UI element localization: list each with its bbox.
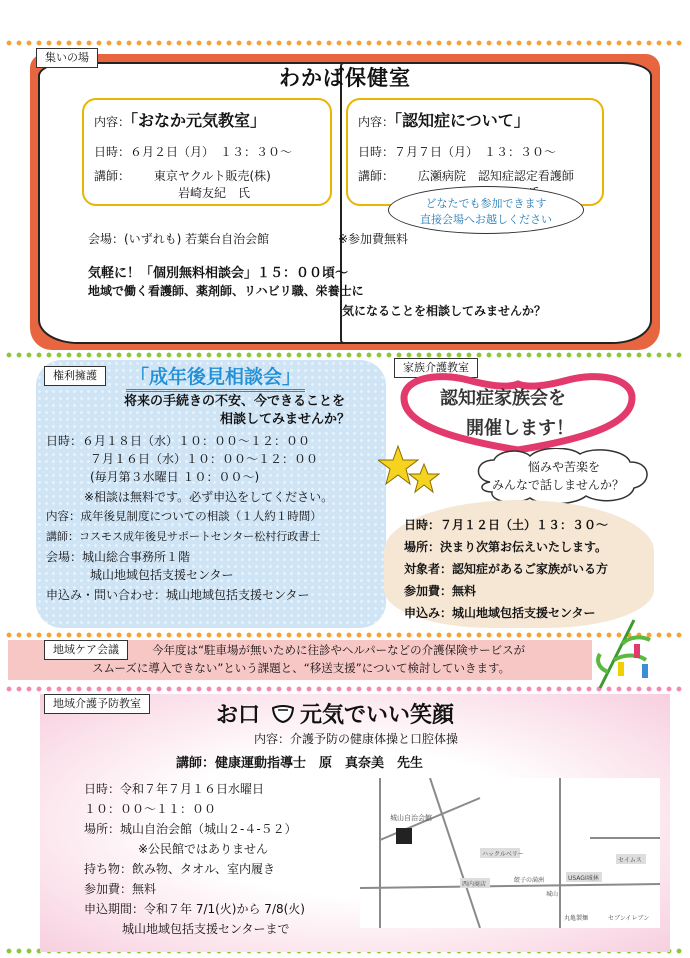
map-label-7: 丸亀製麺 bbox=[564, 915, 589, 922]
tanabata-bamboo-icon bbox=[594, 614, 656, 690]
map-hall-marker bbox=[396, 828, 412, 844]
consult-line-3: 気になることを相談してみませんか？ bbox=[342, 304, 547, 318]
kazoku-bubble-1: 悩みや苦楽を bbox=[528, 460, 601, 474]
topic-title: 「おなか元気教室」 bbox=[130, 111, 267, 130]
section-label-care: 地域ケア会議 bbox=[44, 640, 128, 660]
yobou-title-okuchi: お口 bbox=[216, 703, 261, 728]
kenri-yogo-panel bbox=[36, 360, 386, 628]
yobou-date-2: １０：００～１１：００ bbox=[84, 802, 217, 816]
yobou-content: 内容：介護予防の健康体操と口腔体操 bbox=[254, 732, 459, 746]
topic-label: 内容： bbox=[358, 115, 395, 129]
lecturer-name: 岩崎友紀 氏 bbox=[178, 186, 251, 200]
map-label-8: セブンイレブン bbox=[608, 915, 650, 922]
kazoku-title-2: 開催します！ bbox=[466, 418, 574, 439]
consult-line-2: 地域で働く看護師、薬剤師、リハビリ職、栄養士に bbox=[88, 284, 364, 298]
kenri-apply: 申込み・問い合わせ：城山地域包括支援センター bbox=[46, 588, 310, 602]
lecturer-org: 東京ヤクルト販売(株) bbox=[153, 169, 271, 183]
section-label-yobou: 地域介護予防教室 bbox=[44, 694, 150, 714]
yobou-items: 持ち物：飲み物、タオル、室内履き bbox=[84, 862, 276, 876]
dotted-divider-2 bbox=[4, 352, 686, 358]
kenri-venue-2: 城山地域包括支援センター bbox=[90, 568, 234, 582]
dotted-divider-4 bbox=[4, 686, 686, 692]
venue-text: 会場：(いずれも) 若葉台自治会館 bbox=[88, 232, 270, 246]
yobou-place-1: 場所：城山自治会館（城山２-４-５２） bbox=[84, 822, 297, 836]
care-line-1: 今年度は“駐車場が無いために往診やヘルパーなどの介護保険サービスが bbox=[152, 643, 526, 657]
kazoku-fee: 参加費：無料 bbox=[404, 584, 477, 598]
kenri-content: 内容：成年後見制度についての相談（１人約１時間） bbox=[46, 509, 322, 523]
yobou-title-rest: 元気でいい笑顔 bbox=[300, 703, 455, 728]
event-date: 日時：７月７日（月） １３：３０～ bbox=[358, 145, 557, 159]
dotted-divider-3 bbox=[4, 632, 686, 638]
yobou-period: 申込期間：令和７年 7/1(火)から 7/8(火) bbox=[84, 902, 305, 916]
map-label-3: 餃子の満洲 bbox=[514, 877, 545, 884]
yobou-fee: 参加費：無料 bbox=[84, 882, 157, 896]
consult-headline: 気軽に！「個別無料相談会」１５：００頃～ bbox=[88, 266, 349, 281]
yobou-date-1: 日時：令和７年７月１６日水曜日 bbox=[84, 782, 265, 796]
topic-label: 内容： bbox=[94, 115, 131, 129]
kazoku-date: 日時：７月１２日（土）１３：３０～ bbox=[404, 518, 609, 532]
access-map bbox=[360, 778, 660, 928]
hokenshitsu-title: わかば保健室 bbox=[279, 66, 411, 90]
map-label-2: 西内商店 bbox=[462, 881, 487, 888]
speech-bubble-welcome: どなたでも参加できます 直接会場へお越しください bbox=[388, 186, 584, 234]
care-line-2: スムーズに導入できない”という課題と、“移送支援”について検討していきます。 bbox=[92, 661, 511, 675]
kazoku-bubble-2: みんなで話しませんか？ bbox=[492, 478, 625, 492]
kazoku-place: 場所：決まり次第お伝えいたします。 bbox=[404, 540, 608, 554]
kenri-date-2: ７月１６日（水）１０：００～１２：００ bbox=[90, 452, 319, 466]
star-icon bbox=[378, 444, 440, 500]
topic-title: 「認知症について」 bbox=[394, 111, 530, 130]
map-label-6: 城山 bbox=[546, 891, 559, 898]
map-label-5: セイムス bbox=[618, 857, 642, 864]
section-label-tsudoi: 集いの場 bbox=[36, 48, 98, 68]
lecturer-label: 講師： bbox=[94, 169, 131, 183]
kenri-date-3: (毎月第３水曜日 １０：００～) bbox=[90, 470, 260, 484]
yobou-lecturer: 講師：健康運動指導士 原 真奈美 先生 bbox=[176, 756, 424, 771]
lecturer-label: 講師： bbox=[358, 169, 395, 183]
kazoku-apply: 申込み：城山地域包括支援センター bbox=[404, 606, 596, 620]
kenri-title: 「成年後見相談会」 bbox=[126, 362, 305, 392]
kenri-venue-1: 会場：城山総合事務所１階 bbox=[46, 550, 191, 564]
mouth-icon bbox=[270, 702, 296, 724]
kazoku-target: 対象者：認知症があるご家族がいる方 bbox=[404, 562, 609, 576]
map-label-4: USAGI城林 bbox=[568, 875, 599, 882]
kenri-date-1: 日時：６月１８日（水）１０：００～１２：００ bbox=[46, 434, 311, 448]
yobou-place-2: ※公民館ではありません bbox=[138, 842, 269, 856]
event-box-left bbox=[82, 98, 332, 206]
map-label-1: ハックルベリー bbox=[482, 851, 524, 858]
section-label-kenri: 権利擁護 bbox=[44, 366, 106, 386]
kenri-subtitle-2: 相談してみませんか？ bbox=[220, 412, 351, 427]
lecturer-org: 広瀬病院 認知症認定看護師 bbox=[417, 169, 574, 183]
event-date: 日時：６月２日（月） １３：３０～ bbox=[94, 145, 293, 159]
kazoku-title-1: 認知症家族会を bbox=[440, 388, 566, 409]
kenri-subtitle-1: 将来の手続きの不安、今できることを bbox=[124, 394, 346, 409]
yobou-apply: 城山地域包括支援センターまで bbox=[122, 922, 290, 936]
map-label-hall: 城山自治会館 bbox=[390, 814, 432, 822]
section-label-kazoku: 家族介護教室 bbox=[394, 358, 478, 378]
kenri-lecturer: 講師：コスモス成年後見サポートセンター松村行政書士 bbox=[46, 530, 321, 543]
fee-note: ※参加費無料 bbox=[338, 232, 409, 246]
kenri-note: ※相談は無料です。必ず申込をしてください。 bbox=[84, 490, 334, 504]
